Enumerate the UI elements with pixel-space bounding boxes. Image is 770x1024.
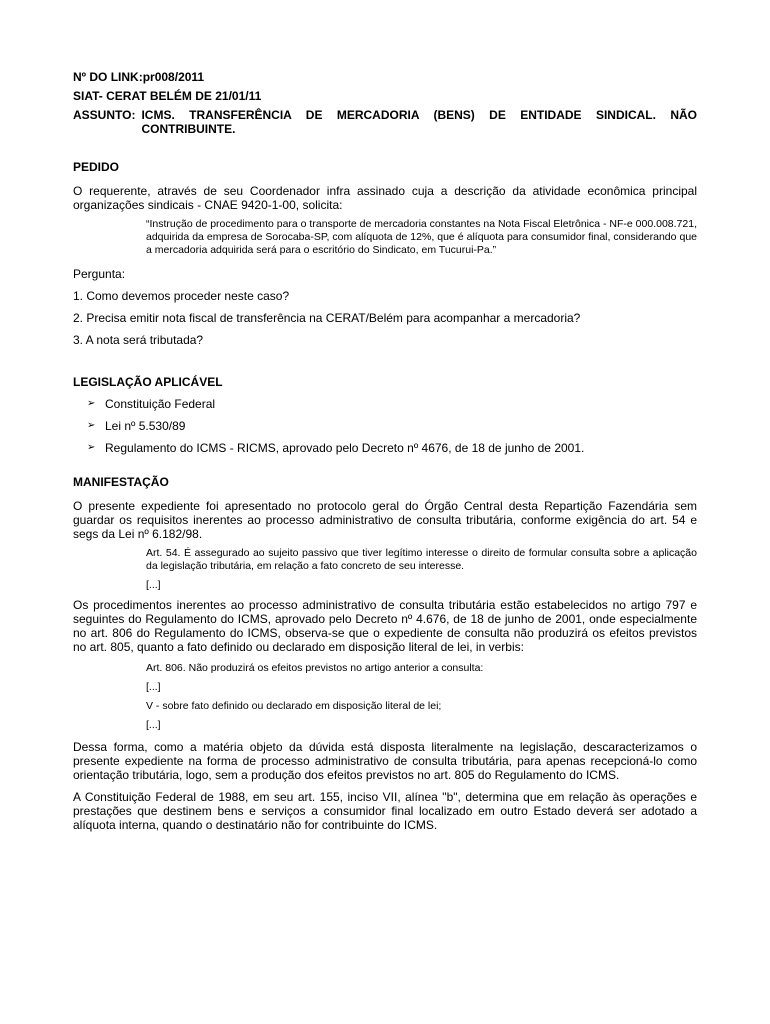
manifestacao-heading: MANIFESTAÇÃO [73, 475, 169, 489]
question-1: 1. Como devemos proceder neste caso? [73, 289, 290, 303]
legislacao-item-label: Lei nº 5.530/89 [105, 419, 186, 433]
list-item [87, 397, 697, 411]
manifestacao-paragraph-4: A Constituição Federal de 1988, em seu art. 155, inciso VII, alínea "b", determina que em relação às operações e prestações que destinem bens e serviços a consumidor final localizado em outro Estado deverá ser adotado a alíquota interna, quando o destinatário não for contribuinte do ICMS. [73, 790, 697, 832]
assunto-label: ASSUNTO: [73, 108, 136, 122]
art54-quote: Art. 54. É assegurado ao sujeito passivo que tiver legítimo interesse o direito de formular consulta sobre a aplicação da legislação tributária, em relação a fato concreto de seu interesse. [146, 547, 697, 572]
ellipsis: [...] [146, 681, 161, 693]
question-2: 2. Precisa emitir nota fiscal de transferência na CERAT/Belém para acompanhar a mercadoria? [73, 311, 581, 325]
inciso-v-quote: V - sobre fato definido ou declarado em disposição literal de lei; [146, 700, 442, 712]
manifestacao-paragraph-3: Dessa forma, como a matéria objeto da dúvida está disposta literalmente na legislação, descaracterizamos o presente expediente na forma de processo administrativo de consulta tributária, para apenas recepcioná-lo como orientação tributária, logo, sem a produção dos efeitos previstos no art. 805 do Regulamento do ICMS. [73, 740, 697, 782]
pedido-intro: O requerente, através de seu Coordenador infra assinado cuja a descrição da atividade econômica principal organizações sindicais - CNAE 9420-1-00, solicita: [73, 184, 697, 212]
question-3: 3. A nota será tributada? [73, 333, 204, 347]
legislacao-heading: LEGISLAÇÃO APLICÁVEL [73, 375, 223, 389]
pergunta-label: Pergunta: [73, 267, 126, 281]
pedido-heading: PEDIDO [73, 160, 120, 174]
pedido-quote: “Instrução de procedimento para o transporte de mercadoria constantes na Nota Fiscal Eletrônica - NF-e 000.008.721, adquirida da empresa de Sorocaba-SP, com alíquota de 12%, que é alíquota para consumidor final, considerando que a mercadoria adquirida será para o escritório do Sindicato, em Tucurui-Pa.” [146, 218, 697, 256]
assunto-text: ICMS. TRANSFERÊNCIA DE MERCADORIA (BENS) DE ENTIDADE SINDICAL. NÃO CONTRIBUINTE. [141, 108, 697, 136]
list-item [87, 441, 697, 455]
link-number: Nº DO LINK:pr008/2011 [73, 70, 205, 84]
manifestacao-paragraph-2: Os procedimentos inerentes ao processo administrativo de consulta tributária estão estabelecidos no artigo 797 e seguintes do Regulamento do ICMS, aprovado pelo Decreto nº 4.676, de 18 de junho de 2001, onde especialmente no art. 806 do Regulamento do ICMS, observa-se que o expediente de consulta não produzirá os efeitos previstos no art. 805, quanto a fato definido ou declarado em disposição literal de lei, in verbis: [73, 598, 697, 654]
arrow-bullet-icon: ➢ [87, 442, 96, 453]
ellipsis: [...] [146, 579, 161, 591]
assunto [73, 108, 697, 136]
manifestacao-paragraph-1: O presente expediente foi apresentado no protocolo geral do Órgão Central desta Repartição Fazendária sem guardar os requisitos inerentes ao processo administrativo de consulta tributária, conforme exigência do art. 54 e segs da Lei nº 6.182/98. [73, 499, 697, 541]
ellipsis: [...] [146, 719, 161, 731]
list-item [87, 419, 697, 433]
legislacao-item-label: Constituição Federal [105, 397, 216, 411]
siat-line: SIAT- CERAT BELÉM DE 21/01/11 [73, 89, 262, 103]
art806-quote: Art. 806. Não produzirá os efeitos previstos no artigo anterior a consulta: [146, 662, 484, 674]
legislacao-list [73, 397, 697, 455]
legislacao-item-label: Regulamento do ICMS - RICMS, aprovado pelo Decreto nº 4676, de 18 de junho de 2001. [105, 441, 585, 455]
arrow-bullet-icon: ➢ [87, 398, 96, 409]
arrow-bullet-icon: ➢ [87, 420, 96, 431]
